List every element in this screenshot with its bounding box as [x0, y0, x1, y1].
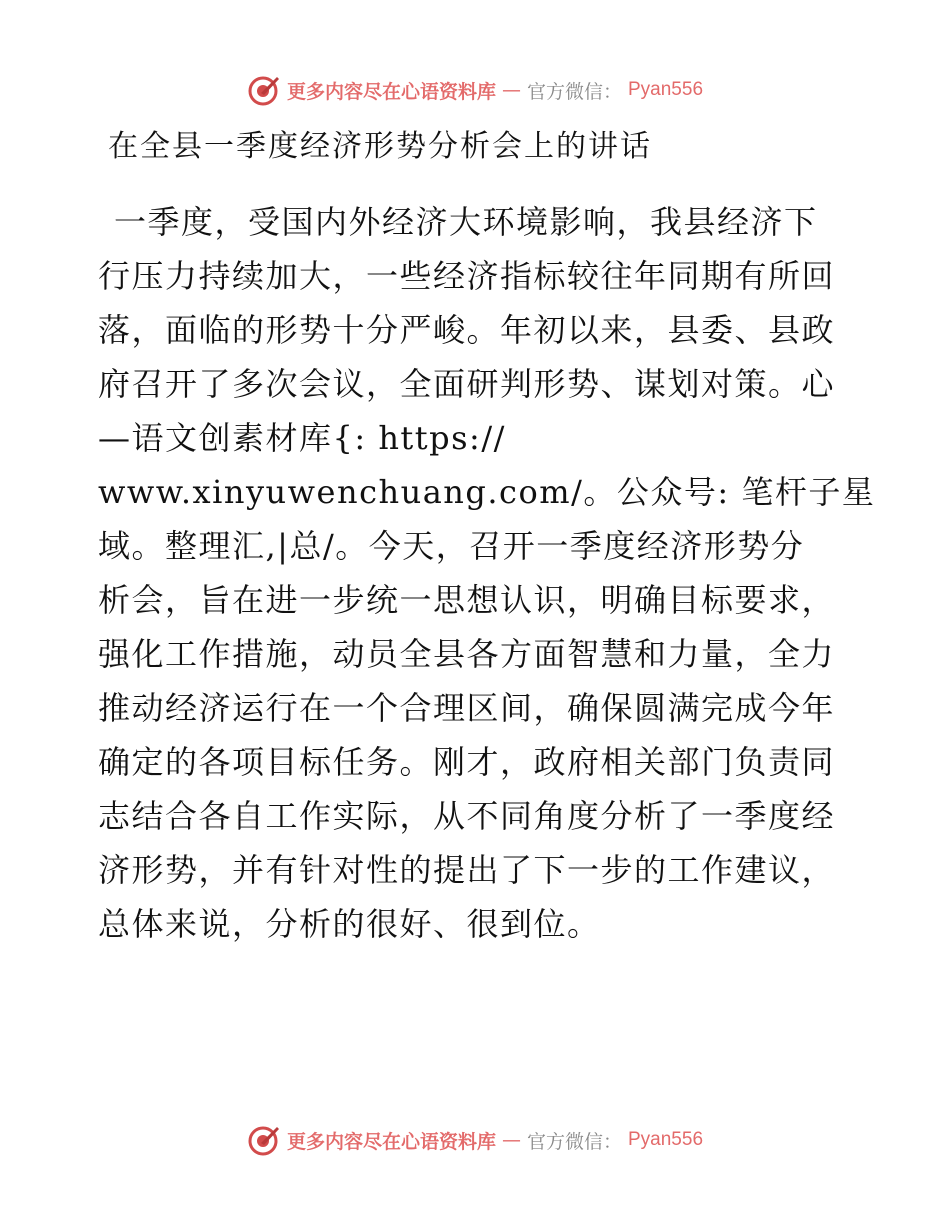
body-line: 落，面临的形势十分严峻。年初以来，县委、县政 — [98, 311, 836, 349]
banner-main-text: 更多内容尽在心语资料库 — [286, 80, 496, 103]
body-line: 强化工作措施，动员全县各方面智慧和力量，全力 — [98, 635, 836, 673]
banner-separator: — — [501, 1129, 521, 1151]
banner-handle: Pyan556 — [628, 1129, 704, 1150]
body-line: 济形势，并有针对性的提出了下一步的工作建议， — [98, 851, 836, 889]
body-line: 行压力持续加大，一些经济指标较往年同期有所回 — [98, 257, 836, 295]
body-line: 一季度，受国内外经济大环境影响，我县经济下 — [114, 203, 818, 241]
quill-logo-icon — [247, 1123, 281, 1157]
banner-main-text: 更多内容尽在心语资料库 — [286, 1130, 496, 1153]
body-line: 确定的各项目标任务。刚才，政府相关部门负责同 — [98, 743, 836, 781]
body-line: 志结合各自工作实际，从不同角度分析了一季度经 — [98, 797, 836, 835]
body-line: 府召开了多次会议，全面研判形势、谋划对策。心 — [98, 365, 836, 403]
body-line: 总体来说，分析的很好、很到位。 — [98, 905, 601, 943]
document-body — [98, 195, 876, 1005]
body-line: 推动经济运行在一个合理区间，确保圆满完成今年 — [98, 689, 836, 727]
banner-label: 官方微信： — [526, 80, 622, 103]
banner-handle: Pyan556 — [628, 79, 704, 100]
body-line: 析会，旨在进一步统一思想认识，明确目标要求， — [98, 581, 836, 619]
header-banner — [0, 70, 950, 110]
footer-banner — [0, 1120, 950, 1160]
banner-separator: — — [501, 79, 521, 101]
body-line: www.xinyuwenchuang.com/。公众号: 笔杆子星 — [98, 473, 876, 511]
banner-label: 官方微信： — [526, 1130, 622, 1153]
body-line: 域。整理汇,|总/。今天，召开一季度经济形势分 — [98, 527, 805, 565]
document-title: 在全县一季度经济形势分析会上的讲话 — [108, 129, 652, 164]
body-line: —语文创素材库{: https:// — [98, 419, 506, 457]
quill-logo-icon — [247, 73, 281, 107]
